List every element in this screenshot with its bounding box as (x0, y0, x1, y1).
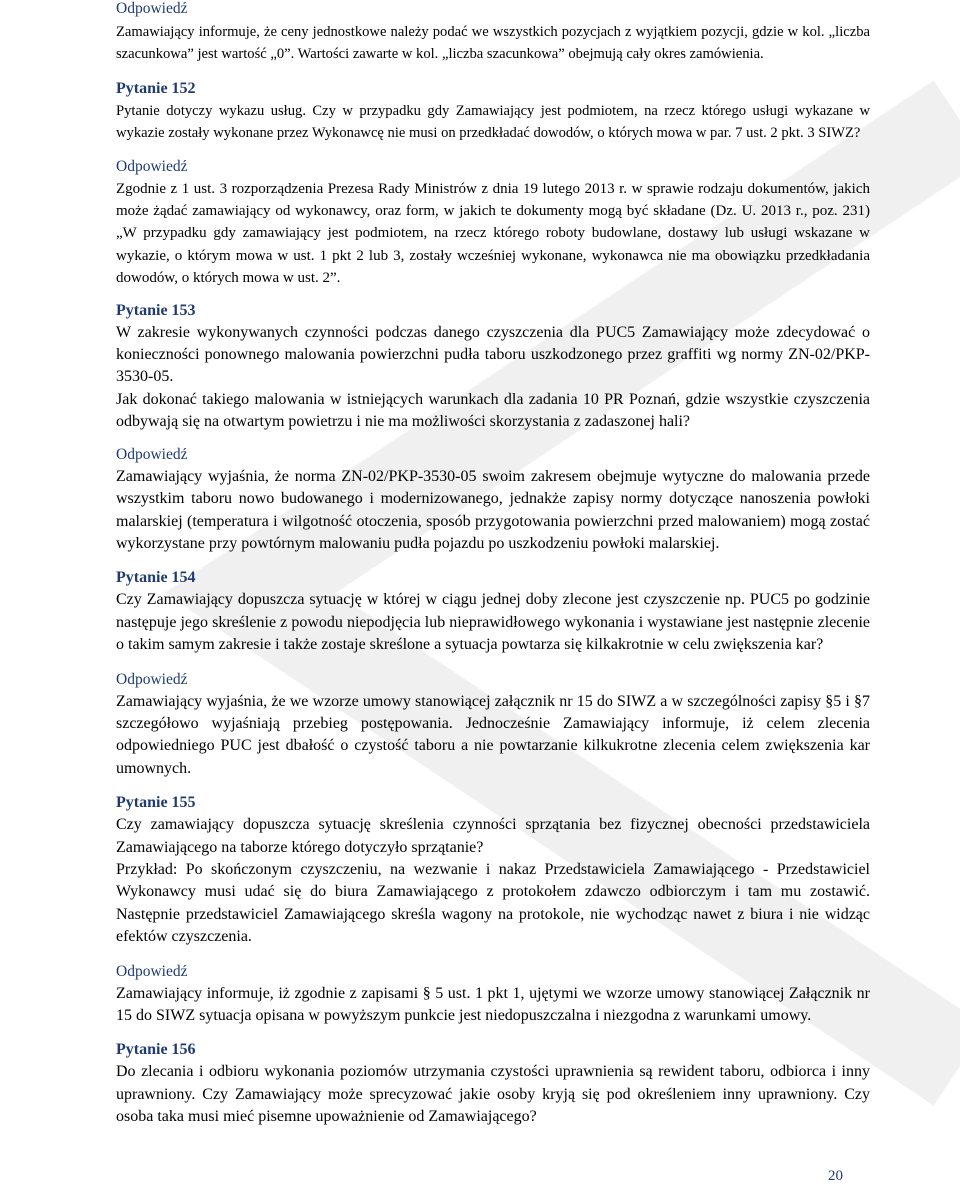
question-title: Pytanie 154 (116, 569, 196, 587)
question-text: Przykład: Po skończonym czyszczeniu, na wezwanie i nakaz Przedstawiciela Zamawiającego - Przedstawiciel Wykonawcy musi udać się do biura Zamawiającego z protokołem zdawczo odbiorczym i tam mu zostawić. Następnie przedstawiciel Zamawiającego skreśla wagony na protokole, nie wychodząc nawet z biura i nie widząc efektów czyszczenia. (116, 860, 870, 946)
answer-text: Zgodnie z 1 ust. 3 rozporządzenia Prezesa Rady Ministrów z dnia 19 lutego 2013 r. w sprawie rodzaju dokumentów, jakich może żądać zamawiający od wykonawcy, oraz form, w jakich te dokumenty mogą być składane (Dz. U. 2013 r., poz. 231) „W przypadku gdy zamawiający jest podmiotem, na rzecz którego roboty budowlane, dostawy lub usługi wskazane w wykazie, o którym mowa w ust. 1 pkt 2 lub 3, zostały wcześniej wykonane, wykonawca nie ma obowiązku przedkładania dowodów, o których mowa w ust. 2”. (116, 180, 870, 287)
answer-text: Zamawiający informuje, że ceny jednostkowe należy podać we wszystkich pozycjach z wyjątkiem pozycji, gdzie w kol. „liczba szacunkowa” jest wartość „0”. Wartości zawarte w kol. „liczba szacunkowa” obejmują cały okres zamówienia. (116, 24, 870, 63)
question-text: Czy Zamawiający dopuszcza sytuację w której w ciągu jednej doby zlecone jest czyszczenie np. PUC5 po godzinie następuje jego skreślenie z powodu niepodjęcia lub nieprawidłowego wykonania i wystawiane jest następnie zlecenie o takim samym zakresie i także zostaje skreślone a sytuacja powtarza się kilkakrotnie w celu zwiększenia kar? (116, 591, 870, 654)
question-text: W zakresie wykonywanych czynności podczas danego czyszczenia dla PUC5 Zamawiający może zdecydować o konieczności ponownego malowania powierzchni pudła taboru uszkodzonego przez graffiti wg normy ZN-02/PKP-3530-05. (116, 323, 870, 386)
answer-label: Odpowiedź (116, 445, 188, 463)
answer-text: Zamawiający wyjaśnia, że norma ZN-02/PKP-3530-05 swoim zakresem obejmuje wytyczne do malowania przede wszystkim taboru nowo budowanego i modernizowanego, jednakże zapisy normy dotyczące nanoszenia powłoki malarskiej (temperatura i wilgotność otoczenia, sposób przygotowania powierzchni przed malowaniem) mogą zostać wykorzystane przy powtórnym malowaniu pudła pojazdu po uszkodzeniu powłoki malarskiej. (116, 467, 870, 552)
question-title: Pytanie 155 (116, 794, 196, 812)
page-number: 20 (828, 1168, 843, 1184)
question-title: Pytanie 152 (116, 79, 196, 97)
answer-label: Odpowiedź (116, 962, 188, 980)
answer-text: Zamawiający informuje, iż zgodnie z zapisami § 5 ust. 1 pkt 1, ujętymi we wzorze umowy stanowiącej Załącznik nr 15 do SIWZ sytuacja opisana w powyższym punkcie jest niedopuszczalna i niezgodna z warunkami umowy. (116, 984, 870, 1024)
answer-label: Odpowiedź (116, 670, 188, 688)
question-text: Jak dokonać takiego malowania w istniejących warunkach dla zadania 10 PR Poznań, gdzie wszystkie czyszczenia odbywają się na otwartym powietrzu i nie ma możliwości skorzystania z zadaszonej hali? (116, 390, 870, 431)
question-title: Pytanie 153 (116, 301, 196, 319)
question-text: Pytanie dotyczy wykazu usług. Czy w przypadku gdy Zamawiający jest podmiotem, na rzecz którego usługi wykazane w wykazie zostały wykonane przez Wykonawcę nie musi on przedkładać dowodów, o których mowa w par. 7 ust. 2 pkt. 3 SIWZ? (116, 102, 870, 142)
question-text: Do zlecania i odbioru wykonania poziomów utrzymania czystości uprawnienia są rewident taboru, odbiorca i inny uprawniony. Czy Zamawiający może sprecyzować jakie osoby kryją się pod określeniem inny uprawniony. Czy osoba taka musi mieć pisemne upoważnienie od Zamawiającego? (116, 1063, 870, 1126)
document-page (116, 0, 870, 1126)
answer-text: Zamawiający wyjaśnia, że we wzorze umowy stanowiącej załącznik nr 15 do SIWZ a w szczególności zapisy §5 i §7 szczegółowo wyjaśniają przebieg postępowania. Jednocześnie Zamawiający informuje, iż celem zlecenia odpowiedniego PUC jest dbałość o czystość taboru a nie powtarzanie kilkukrotne zlecenia celem zwiększenia kar umownych. (116, 692, 870, 777)
question-title: Pytanie 156 (116, 1041, 196, 1059)
answer-label: Odpowiedź (116, 0, 188, 17)
question-text: Czy zamawiający dopuszcza sytuację skreślenia czynności sprzątania bez fizycznej obecności przedstawiciela Zamawiającego na taborze którego dotyczyło sprzątanie? (116, 816, 870, 856)
answer-label: Odpowiedź (116, 157, 188, 175)
